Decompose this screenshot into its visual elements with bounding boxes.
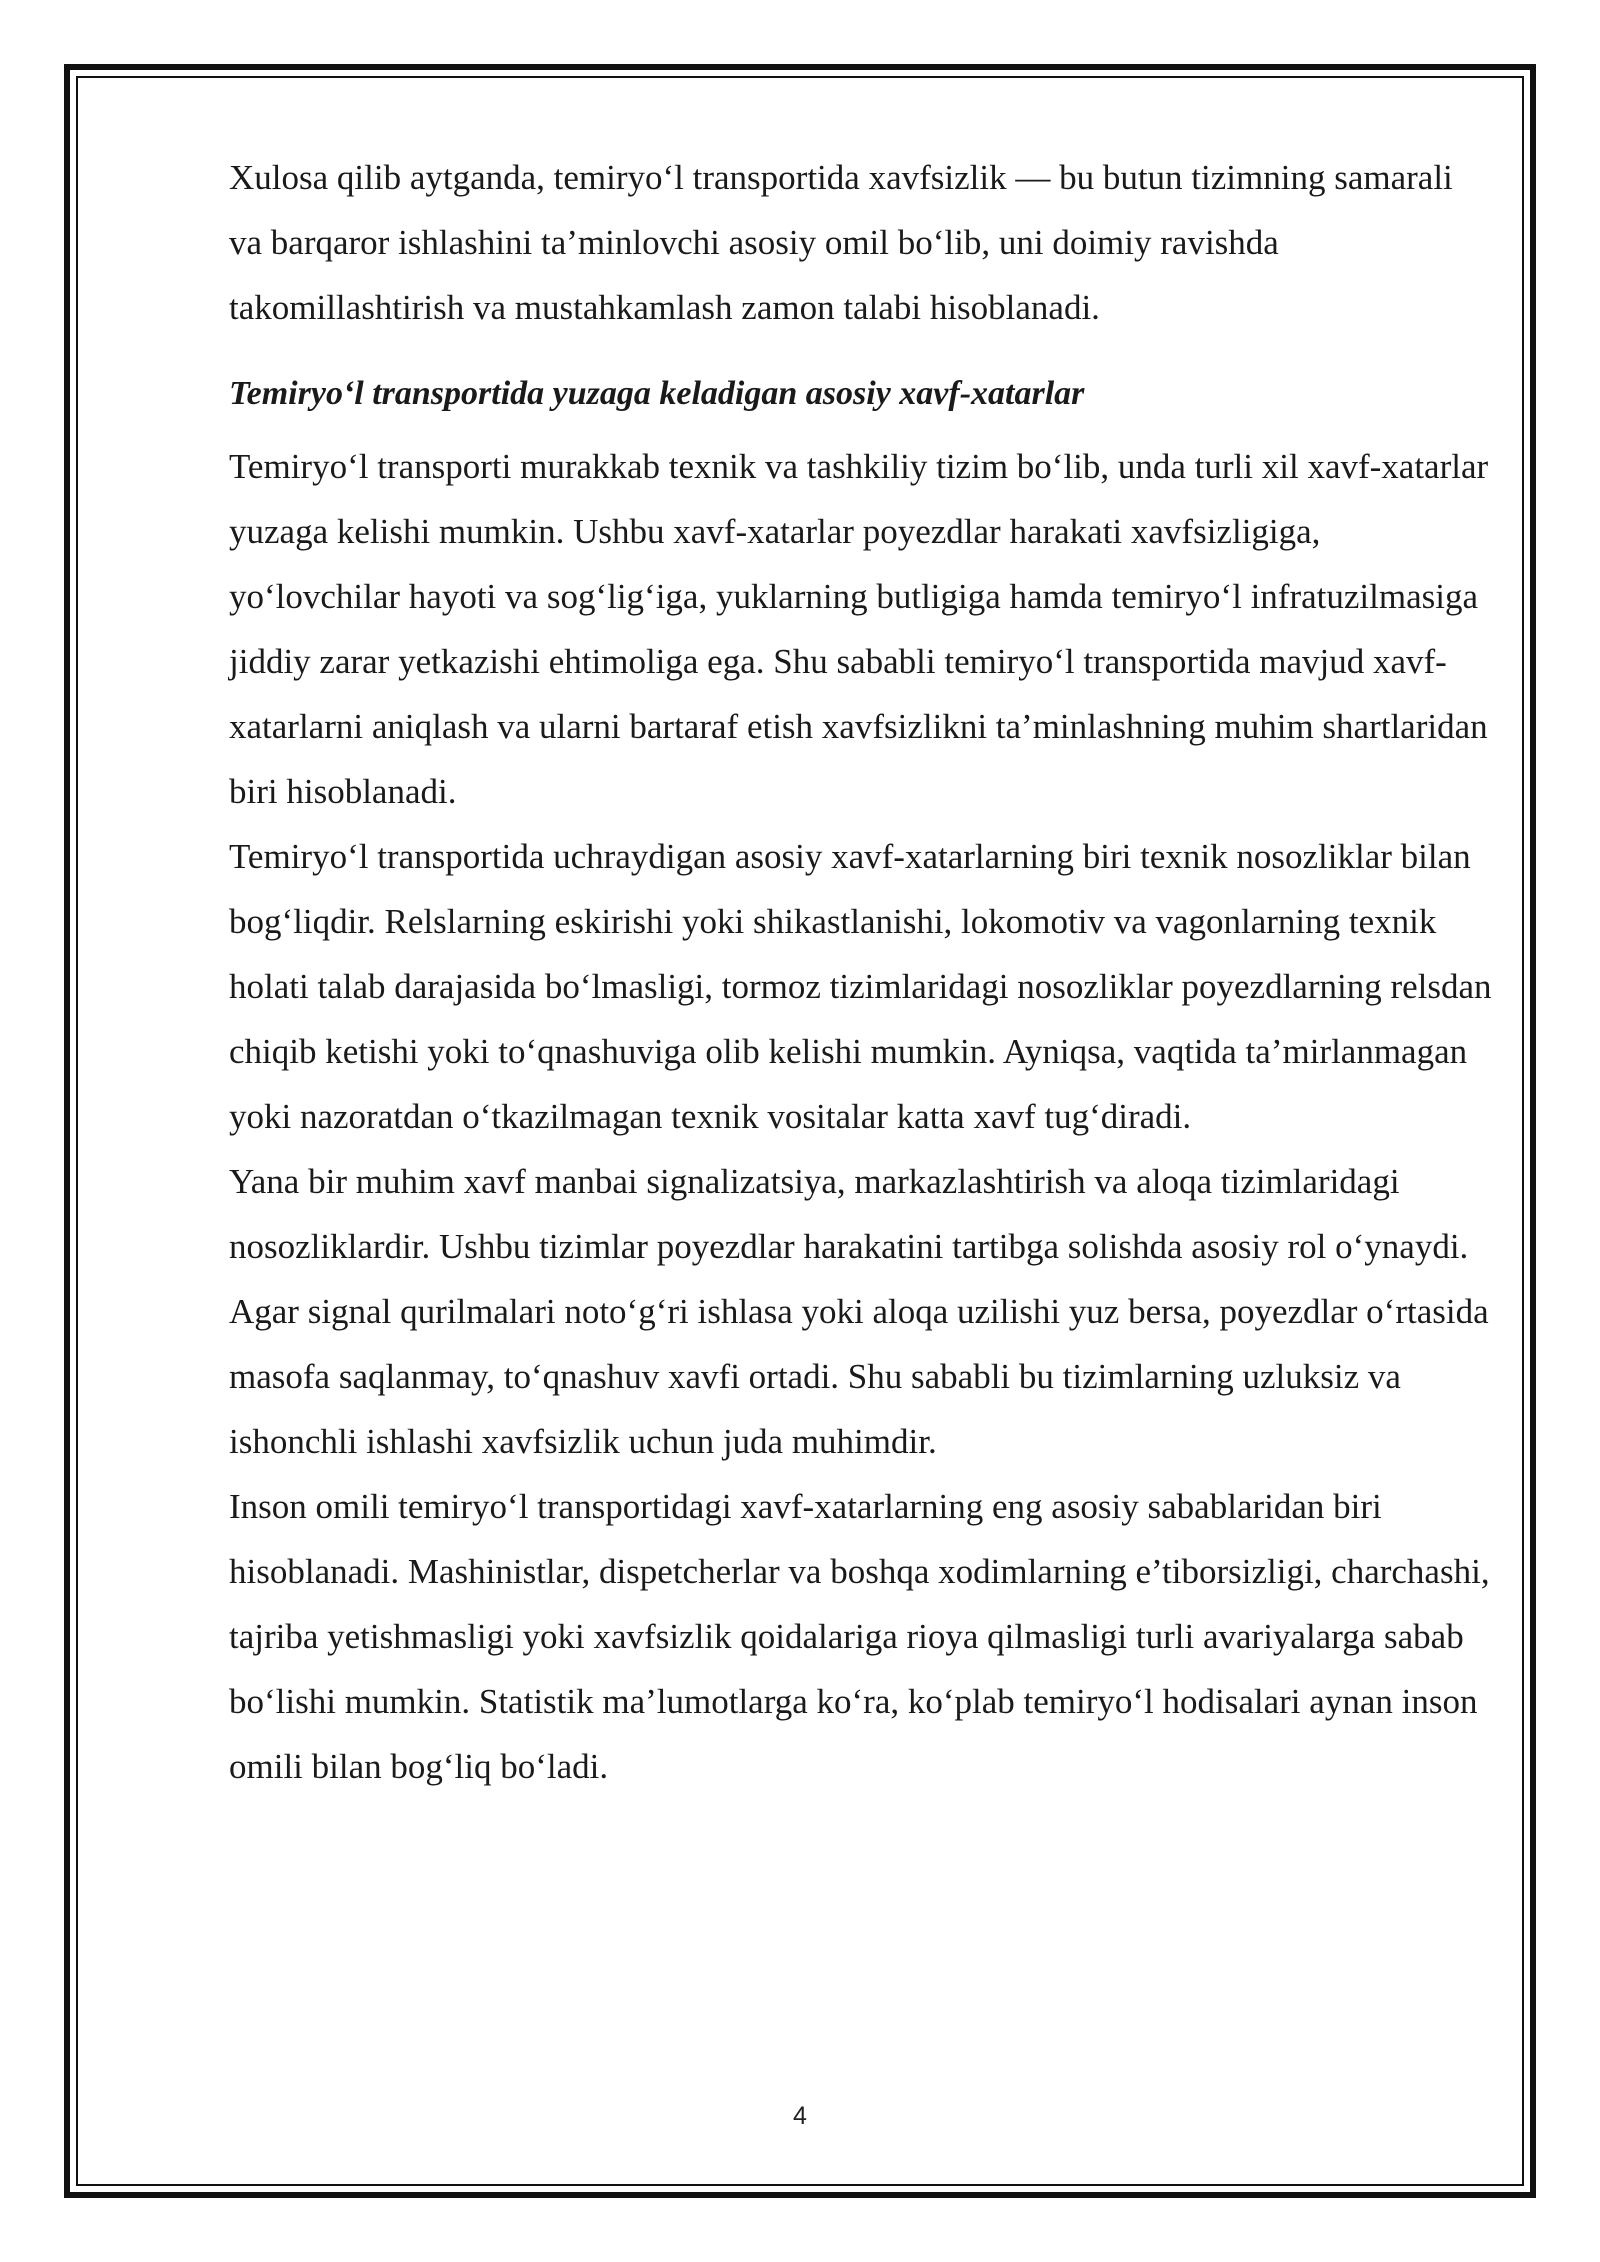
document-body xyxy=(229,145,1494,1799)
body-paragraph-1: Temiryo‘l transporti murakkab texnik va tashkiliy tizim bo‘lib, unda turli xil xavf-xatarlar yuzaga kelishi mumkin. Ushbu xavf-xatarlar poyezdlar harakati xavfsizligiga, yo‘lovchilar hayoti va sog‘lig‘iga, yuklarning butligiga hamda temiryo‘l infratuzilmasiga jiddiy zarar yetkazishi ehtimoliga ega. Shu sababli temiryo‘l transportida mavjud xavf-xatarlarni aniqlash va ularni bartaraf etish xavfsizlikni ta’minlashning muhim shartlaridan biri hisoblanadi. xyxy=(229,447,1489,811)
body-paragraph-2: Temiryo‘l transportida uchraydigan asosiy xavf-xatarlarning biri texnik nosozliklar bilan bog‘liqdir. Relslarning eskirishi yoki shikastlanishi, lokomotiv va vagonlarning texnik holati talab darajasida bo‘lmasligi, tormoz tizimlaridagi nosozliklar poyezdlarning relsdan chiqib ketishi yoki to‘qnashuviga olib kelishi mumkin. Ayniqsa, vaqtida ta’mirlanmagan yoki nazoratdan o‘tkazilmagan texnik vositalar katta xavf tug‘diradi. xyxy=(229,837,1492,1136)
body-paragraph-4: Inson omili temiryo‘l transportidagi xavf-xatarlarning eng asosiy sabablaridan biri hisoblanadi. Mashinistlar, dispetcherlar va boshqa xodimlarning e’tiborsizligi, charchashi, tajriba yetishmasligi yoki xavfsizlik qoidalariga rioya qilmasligi turli avariyalarga sabab bo‘lishi mumkin. Statistik ma’lumotlarga ko‘ra, ko‘plab temiryo‘l hodisalari aynan inson omili bilan bog‘liq bo‘ladi. xyxy=(229,1487,1490,1786)
section-heading: Temiryo‘l transportida yuzaga keladigan asosiy xavf-xatarlar xyxy=(229,375,1085,412)
page-number: 4 xyxy=(793,2102,807,2130)
intro-paragraph: Xulosa qilib aytganda, temiryo‘l transportida xavfsizlik — bu butun tizimning samarali va barqaror ishlashini ta’minlovchi asosiy omil bo‘lib, uni doimiy ravishda takomillashtirish va mustahkamlash zamon talabi hisoblanadi. xyxy=(229,158,1453,327)
body-paragraph-3: Yana bir muhim xavf manbai signalizatsiya, markazlashtirish va aloqa tizimlaridagi nosozliklardir. Ushbu tizimlar poyezdlar harakatini tartibga solishda asosiy rol o‘ynaydi. Agar signal qurilmalari noto‘g‘ri ishlasa yoki aloqa uzilishi yuz bersa, poyezdlar o‘rtasida masofa saqlanmay, to‘qnashuv xavfi ortadi. Shu sababli bu tizimlarning uzluksiz va ishonchli ishlashi xavfsizlik uchun juda muhimdir. xyxy=(229,1162,1489,1461)
